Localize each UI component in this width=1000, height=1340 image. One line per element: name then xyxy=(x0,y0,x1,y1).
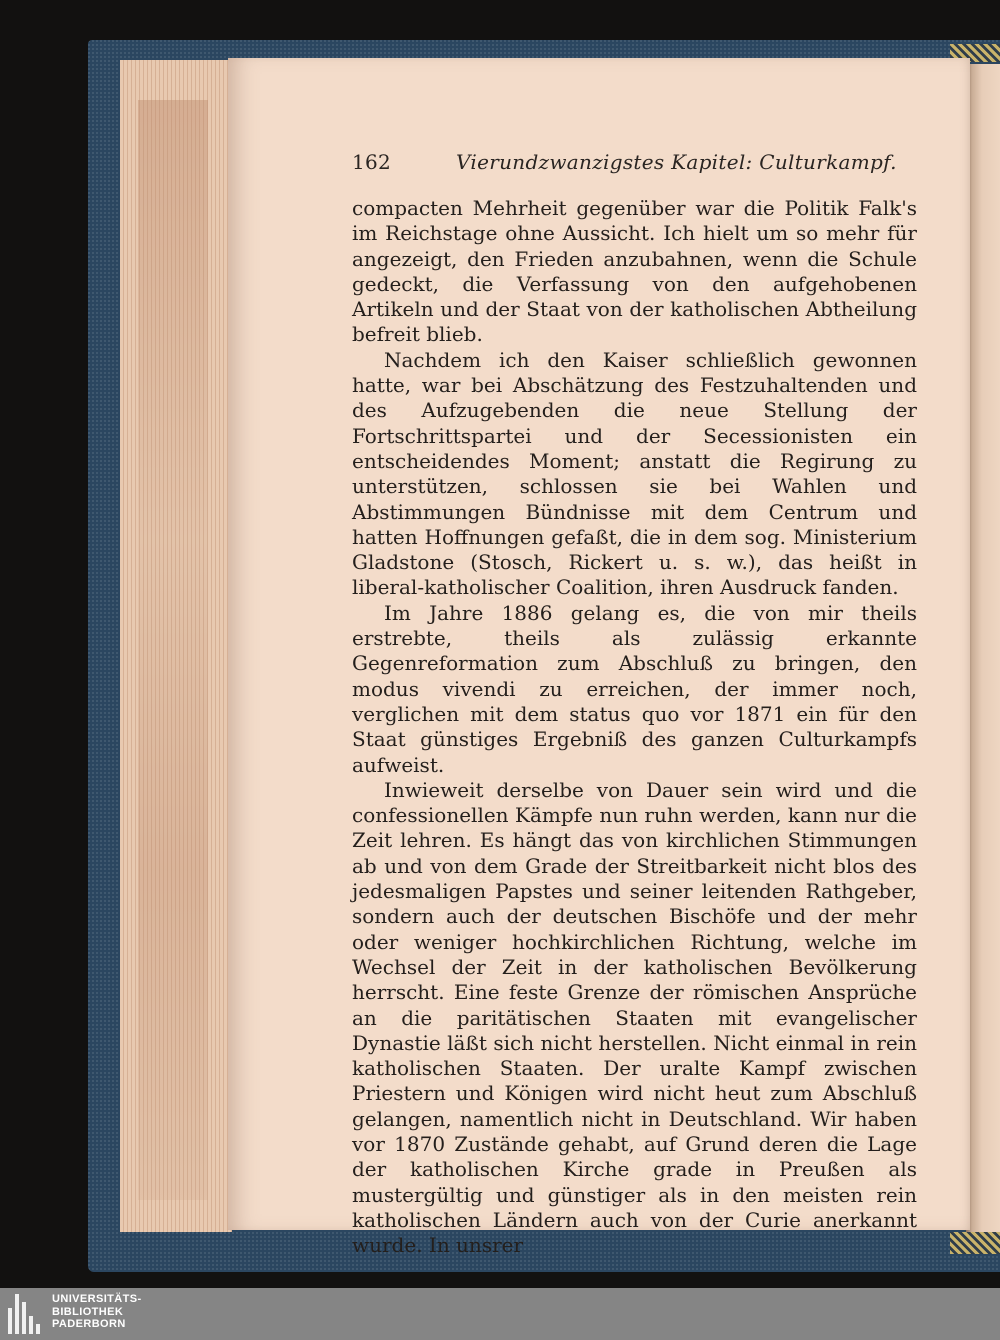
page-block-edges xyxy=(120,60,232,1232)
page-stain xyxy=(138,100,208,1200)
library-name-line: UNIVERSITÄTS- xyxy=(52,1293,142,1305)
facing-page-edge xyxy=(966,64,1000,1232)
library-name xyxy=(52,1293,142,1331)
paragraph: Im Jahre 1886 gelang es, die von mir theils erstrebte, theils als zulässig erkannte Gegenreformation zum Abschluß zu bringen, den modus vivendi zu erreichen, der immer noch, verglichen mit dem status quo vor 1871 ein für den Staat günstiges Ergebniß des ganzen Culturkampfs aufweist. xyxy=(352,600,917,777)
library-name-line: BIBLIOTHEK xyxy=(52,1305,124,1318)
chapter-title: Vierundzwanzigstes Kapitel: Culturkampf. xyxy=(456,150,897,174)
library-name-line: PADERBORN xyxy=(52,1318,126,1330)
paragraph: Nachdem ich den Kaiser schließlich gewonnen hatte, war bei Abschätzung des Festzuhaltenden und des Aufzugebenden die neue Stellung der Fortschrittspartei und der Secessionisten ein entscheidendes Moment; anstatt die Regirung zu unterstützen, schlossen sie bei Wahlen und Abstimmungen Bündnisse mit dem Centrum und hatten Hoffnungen gefaßt, die in dem sog. Ministerium Gladstone (Stosch, Rickert u. s. w.), das heißt in liberal-katholischer Coalition, ihren Ausdruck fanden. xyxy=(352,347,917,600)
cover-edge-band-bottom xyxy=(950,1232,1000,1254)
library-footer-bar xyxy=(0,1288,1000,1340)
paragraph: compacten Mehrheit gegenüber war die Politik Falk's im Reichstage ohne Aussicht. Ich hielt um so mehr für angezeigt, den Frieden anzubahnen, wenn die Schule gedeckt, die Verfassung von den aufgehobenen Artikeln und der Staat von der katholischen Abtheilung befreit blieb. xyxy=(352,196,917,347)
running-head xyxy=(352,150,912,180)
body-text xyxy=(352,196,917,1258)
library-logo-icon xyxy=(8,1294,44,1334)
paragraph: Inwieweit derselbe von Dauer sein wird und die confessionellen Kämpfe nun ruhn werden, kann nur die Zeit lehren. Es hängt das von kirchlichen Stimmungen ab und von dem Grade der Streitbarkeit nicht blos des jedesmaligen Papstes und seiner leitenden Rathgeber, sondern auch der deutschen Bischöfe und der mehr oder weniger hochkirchlichen Richtung, welche im Wechsel der Zeit in der katholischen Bevölkerung herrscht. Eine feste Grenze der römischen Ansprüche an die paritätischen Staaten mit evangelischer Dynastie läßt sich nicht herstellen. Nicht einmal in rein katholischen Staaten. Der uralte Kampf zwischen Priestern und Königen wird nicht heut zum Abschluß gelangen, namentlich nicht in Deutschland. Wir haben vor 1870 Zustände gehabt, auf Grund deren die Lage der katholischen Kirche grade in Preußen als mustergültig und günstiger als in den meisten rein katholischen Ländern auch von der Curie anerkannt wurde. In unsrer xyxy=(352,777,917,1258)
page-number: 162 xyxy=(352,150,392,174)
